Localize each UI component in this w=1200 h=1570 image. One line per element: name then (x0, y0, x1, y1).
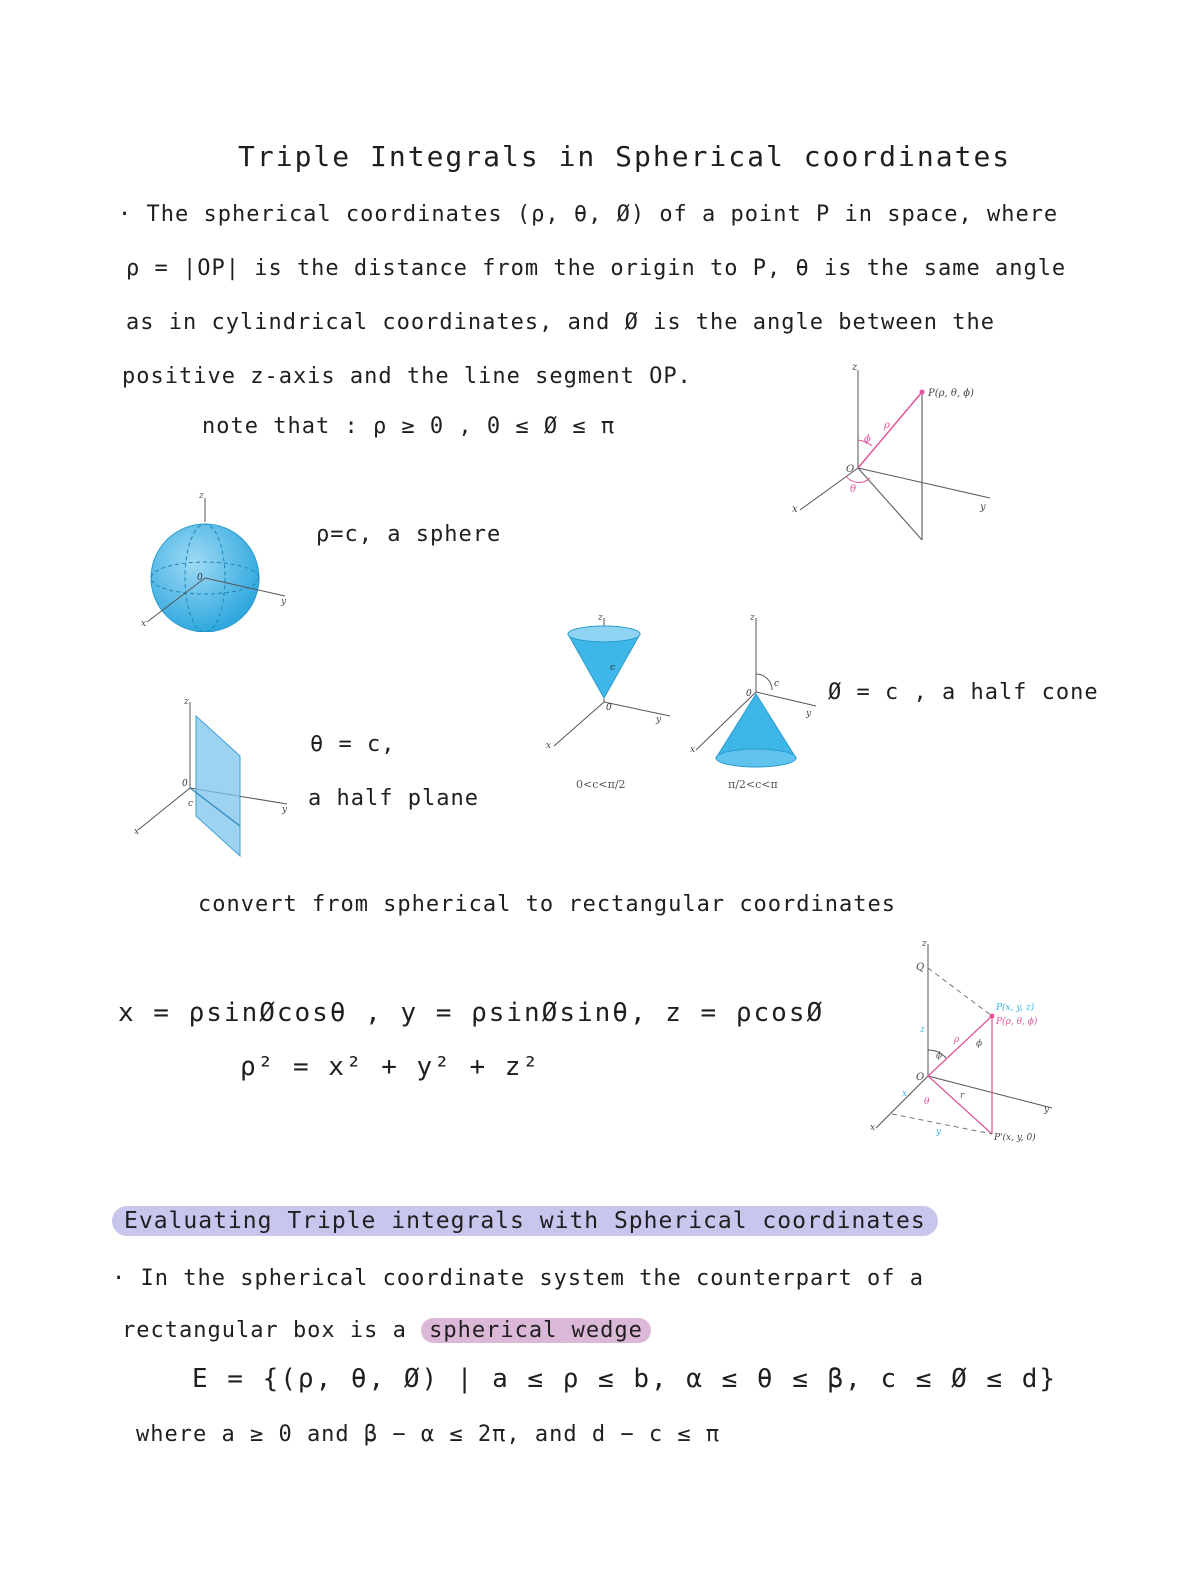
cone-down-y-label: y (656, 715, 662, 725)
phi-label: ϕ (864, 434, 871, 445)
conv-theta-label: θ (924, 1097, 930, 1107)
cone-up-z-label: z (750, 613, 755, 623)
cone-down-caption: 0<c<π/2 (576, 778, 626, 791)
y-axis-label: y (980, 502, 986, 513)
conv-pxyz-label: P(x, y, z) (996, 1003, 1035, 1013)
conv-rho-label: ρ (954, 1035, 960, 1045)
cone-down-z-label: z (598, 613, 603, 623)
conv-psph-label: P(ρ, θ, ϕ) (996, 1017, 1038, 1027)
plane-origin-label: 0 (182, 779, 188, 789)
plane-x-label: x (134, 827, 140, 837)
sphere-label: ρ=c, a sphere (316, 522, 502, 547)
rho-label: ρ (884, 420, 890, 431)
cone-down-figure (540, 612, 680, 752)
z-axis-label: z (852, 362, 858, 373)
cone-down-x-label: x (546, 741, 552, 751)
plane-y-label: y (282, 805, 288, 815)
x-axis-label: x (792, 504, 798, 515)
half-plane-figure (132, 696, 302, 861)
theta-label: θ (850, 484, 857, 495)
wedge-set-equation: E = {(ρ, θ, Ø) | a ≤ ρ ≤ b, α ≤ θ ≤ β, c ≤ Ø ≤ d} (192, 1364, 1058, 1394)
conv-y-axis-label: y (1044, 1105, 1050, 1115)
cone-up-caption: π/2<c<π (728, 778, 778, 791)
half-plane-label-2: a half plane (308, 786, 479, 811)
cone-up-c-label: c (774, 679, 780, 689)
cone-up-origin-label: 0 (746, 689, 752, 699)
spherical-point-figure (780, 360, 1020, 550)
evaluating-line-2 (122, 1318, 651, 1343)
sphere-figure (135, 492, 295, 632)
cone-up-x-label: x (690, 745, 696, 755)
intro-line-2: ρ = |OP| is the distance from the origin to P, θ is the same angle (126, 256, 1067, 281)
conversion-equation-2: ρ² = x² + y² + z² (240, 1052, 541, 1082)
spherical-wedge-highlight: spherical wedge (421, 1318, 651, 1343)
conversion-figure (866, 938, 1066, 1148)
intro-line-4: positive z-axis and the line segment OP. (122, 364, 692, 389)
cone-up-figure (686, 612, 826, 772)
evaluating-line-1: · In the spherical coordinate system the counterpart of a (112, 1266, 924, 1291)
plane-c-label: c (188, 799, 194, 809)
sphere-origin-label: 0 (197, 573, 203, 583)
conv-r-label: r (960, 1091, 965, 1101)
evaluating-line-2-text: rectangular box is a (122, 1318, 407, 1343)
conv-x-label: x (902, 1089, 908, 1099)
note-line: note that : ρ ≥ 0 , 0 ≤ Ø ≤ π (202, 414, 616, 439)
conv-z-axis-label: z (922, 939, 927, 949)
conv-phi-label-2: ϕ (976, 1039, 983, 1049)
sphere-z-label: z (199, 492, 204, 501)
conv-pproj-label: P'(x, y, 0) (994, 1133, 1036, 1143)
intro-line-3: as in cylindrical coordinates, and Ø is the angle between the (126, 310, 995, 335)
conv-origin-label: O (916, 1072, 925, 1083)
intro-line-1: · The spherical coordinates (ρ, θ, Ø) of a point P in space, where (118, 202, 1059, 227)
conv-phi-label-1: ϕ (936, 1051, 943, 1061)
origin-label: O (846, 464, 855, 475)
conversion-heading: convert from spherical to rectangular coordinates (198, 892, 897, 917)
conv-z-label: z (920, 1025, 925, 1035)
cone-down-origin-label: 0 (606, 703, 612, 713)
wedge-conditions: where a ≥ 0 and β − α ≤ 2π, and d − c ≤ π (136, 1422, 721, 1447)
half-plane-label-1: θ = c, (310, 732, 396, 757)
conv-q-label: Q (916, 962, 925, 973)
plane-z-label: z (184, 697, 189, 707)
conv-y-label: y (936, 1127, 942, 1137)
sphere-x-label: x (141, 619, 147, 629)
point-p-label: P(ρ, θ, ϕ) (928, 388, 974, 399)
page-title: Triple Integrals in Spherical coordinates (238, 140, 1012, 173)
sphere-y-label: y (281, 597, 287, 607)
conv-x-axis-label: x (870, 1123, 876, 1133)
half-cone-label: Ø = c , a half cone (828, 680, 1099, 705)
cone-up-y-label: y (806, 709, 812, 719)
conversion-equation-1: x = ρsinØcosθ , y = ρsinØsinθ, z = ρcosØ (118, 998, 825, 1028)
evaluating-heading: Evaluating Triple integrals with Spherical coordinates (112, 1206, 938, 1236)
cone-down-c-label: c (610, 663, 616, 673)
